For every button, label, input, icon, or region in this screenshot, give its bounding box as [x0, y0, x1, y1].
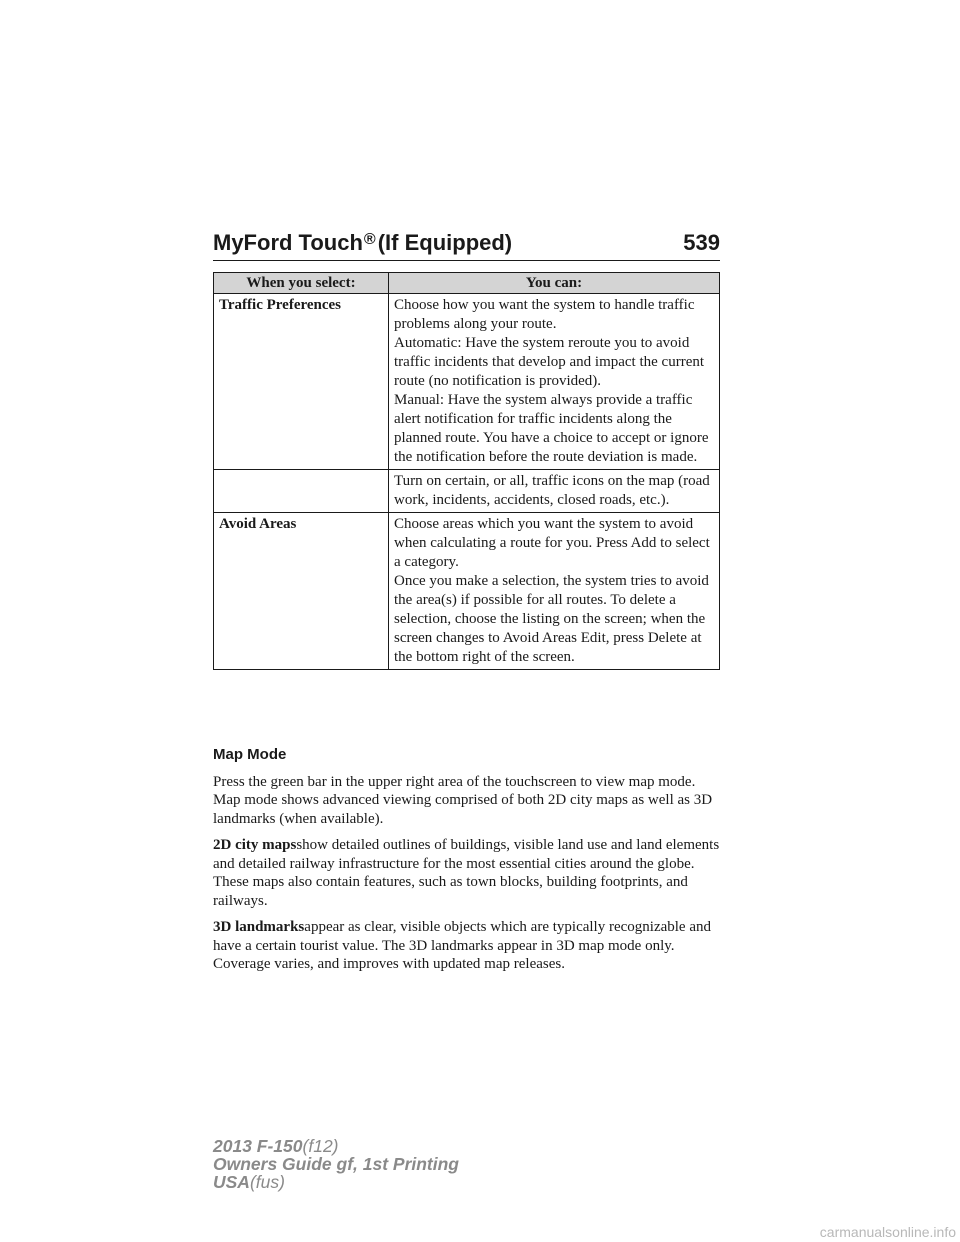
table-header-row [214, 273, 720, 294]
landmarks-term: 3D landmarks [213, 919, 305, 935]
row-select-label: Traffic Preferences [214, 294, 389, 470]
landmarks-paragraph [213, 918, 723, 974]
table-row [214, 513, 720, 670]
city-maps-paragraph [213, 836, 723, 910]
column-header-can: You can: [389, 273, 720, 294]
footer-line-region: USA(fus) [213, 1172, 285, 1192]
section-heading: Map Mode [213, 746, 287, 763]
print-footer [213, 1137, 459, 1191]
page-title: MyFord Touch®(If Equipped) [213, 230, 513, 255]
table-row [214, 294, 720, 470]
cell-paragraph: Once you make a selection, the system tries to avoid the area(s) if possible for all routes. To delete a selection, choose the listing on the screen; when the screen changes to Avoid Areas Edit, press Delete at the bottom right of the screen. [394, 573, 709, 665]
cell-paragraph: Choose how you want the system to handle traffic problems along your route. [394, 297, 695, 332]
registered-mark: ® [363, 231, 376, 248]
page-header [213, 228, 720, 261]
row-select-label: Avoid Areas [214, 513, 389, 670]
options-table [213, 272, 720, 670]
row-description [389, 294, 720, 470]
watermark: carmanualsonline.info [819, 1224, 956, 1240]
landmarks-text: appear as clear, visible objects which are typically recognizable and have a certain tourist value. The 3D landmarks appear in 3D map mode only. Coverage varies, and improves with updated map releases. [213, 919, 711, 972]
footer-line-model: 2013 F-150(f12) [213, 1136, 339, 1156]
row-description [389, 470, 720, 513]
cell-paragraph: Automatic: Have the system reroute you to avoid traffic incidents that develop and impact the current route (no notification is provided). [394, 335, 705, 389]
page-number: 539 [683, 230, 720, 255]
column-header-select: When you select: [214, 273, 389, 294]
cell-paragraph: Choose areas which you want the system to avoid when calculating a route for you. Press Add to select a category. [394, 516, 710, 570]
row-description [389, 513, 720, 670]
footer-line-guide: Owners Guide gf, 1st Printing [213, 1154, 459, 1174]
cell-paragraph: Turn on certain, or all, traffic icons on the map (road work, incidents, accidents, closed roads, etc.). [394, 473, 710, 508]
map-mode-section [213, 746, 723, 982]
intro-paragraph: Press the green bar in the upper right area of the touchscreen to view map mode. Map mode shows advanced viewing comprised of both 2D city maps as well as 3D landmarks (when available). [213, 773, 713, 827]
cell-paragraph: Manual: Have the system always provide a traffic alert notification for traffic incidents along the planned route. You have a choice to accept or ignore the notification before the route deviation is made. [394, 392, 709, 465]
row-select-label [214, 470, 389, 513]
city-maps-text: show detailed outlines of buildings, visible land use and land elements and detailed railway infrastructure for the most essential cities around the globe. These maps also contain features, such as town blocks, building footprints, and railways. [213, 837, 720, 909]
table-row [214, 470, 720, 513]
city-maps-term: 2D city maps [213, 837, 297, 853]
